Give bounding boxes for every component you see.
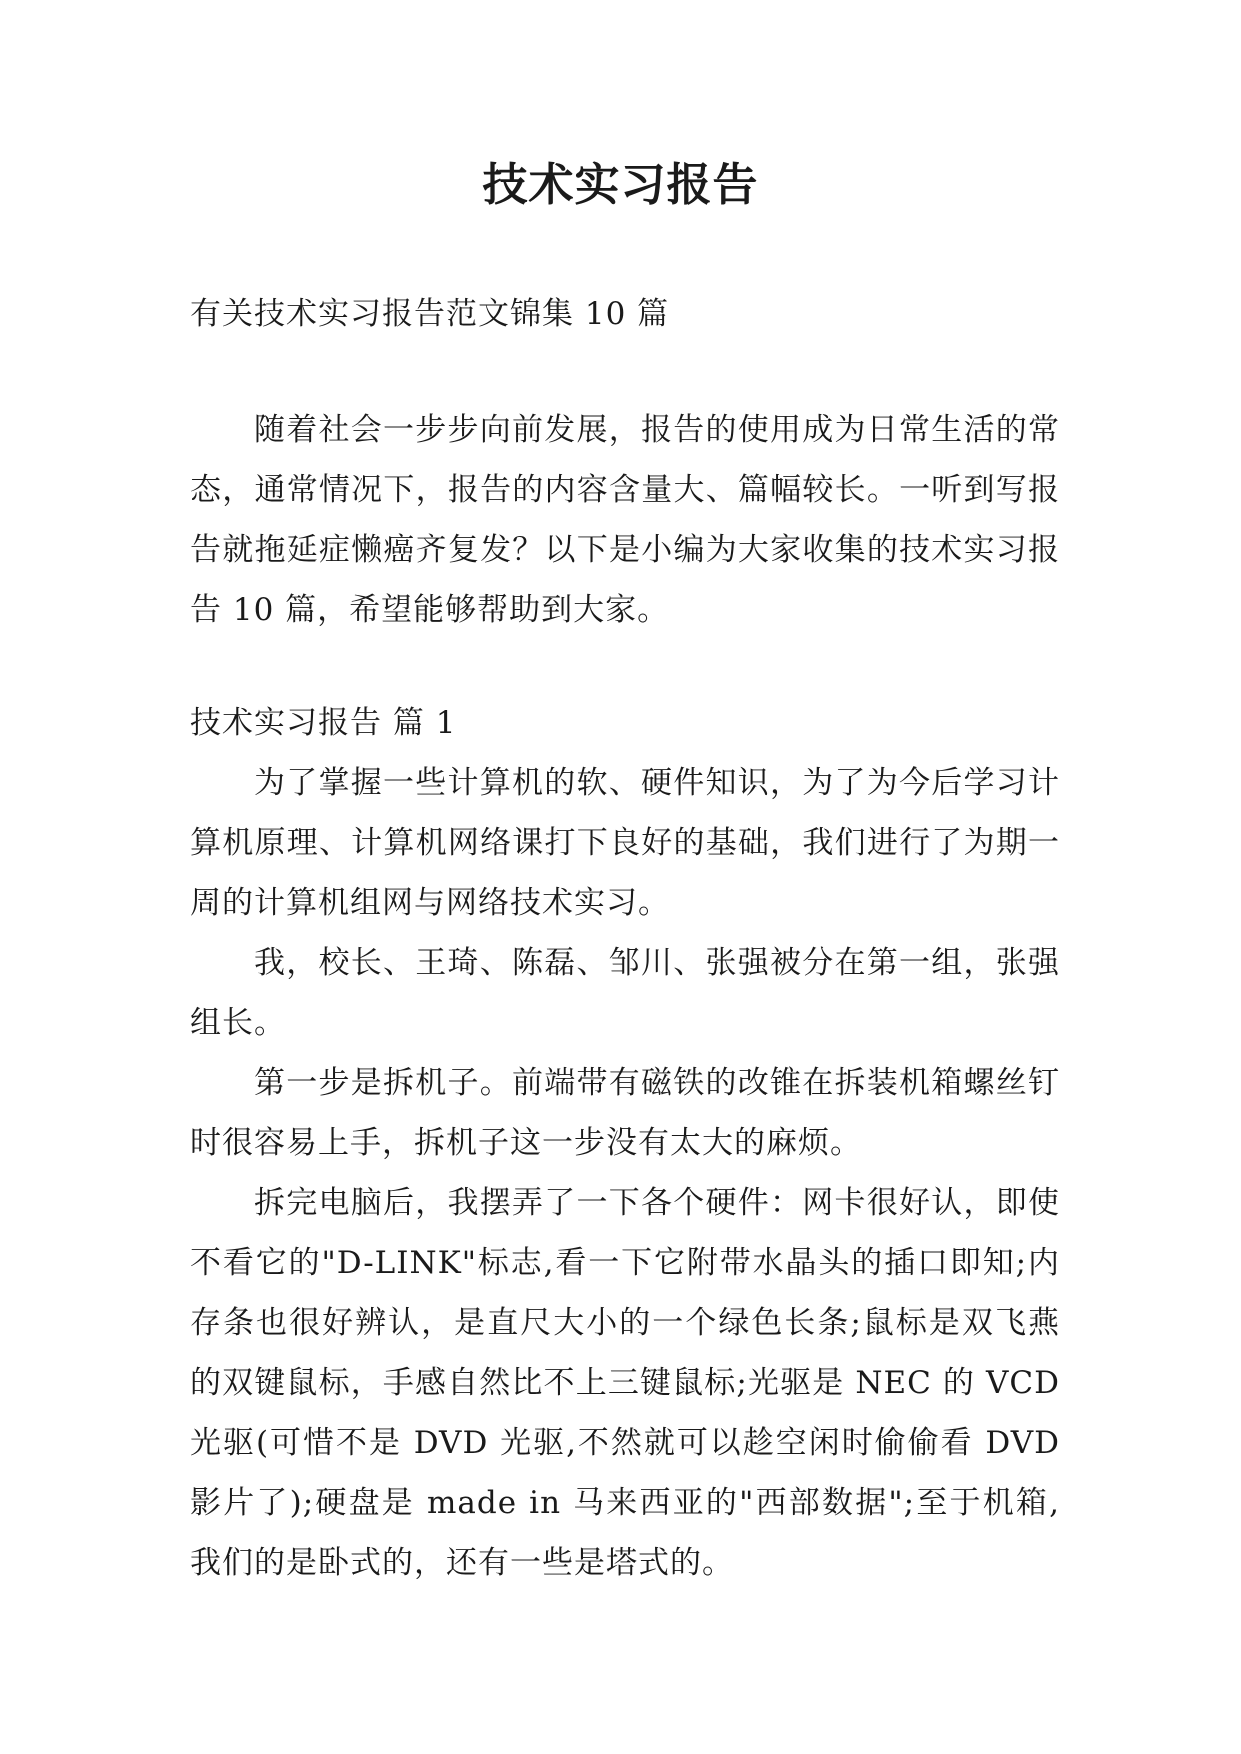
paragraph-2: 我，校长、王琦、陈磊、邹川、张强被分在第一组，张强组长。 bbox=[190, 945, 1060, 1041]
section-body bbox=[190, 753, 1060, 1593]
paragraph-4: 拆完电脑后，我摆弄了一下各个硬件：网卡很好认，即使不看它的"D-LINK"标志,看一下它附带水晶头的插口即知;内存条也很好辨认，是直尺大小的一个绿色长条;鼠标是双飞燕的双键鼠标，手感自然比不上三键鼠标;光驱是 NEC 的 VCD 光驱(可惜不是 DVD 光驱,不然就可以趁空闲时偷偷看 DVD 影片了);硬盘是 made in 马来西亚的"西部数据";至于机箱,我们的是卧式的，还有一些是塔式的。 bbox=[190, 1185, 1060, 1581]
document-title: 技术实习报告 bbox=[482, 158, 759, 211]
paragraph-1: 为了掌握一些计算机的软、硬件知识，为了为今后学习计算机原理、计算机网络课打下良好的基础，我们进行了为期一周的计算机组网与网络技术实习。 bbox=[190, 765, 1060, 921]
document-subtitle: 有关技术实习报告范文锦集 10 篇 bbox=[190, 296, 670, 332]
section-heading: 技术实习报告 篇 1 bbox=[190, 705, 457, 741]
intro-paragraph: 随着社会一步步向前发展，报告的使用成为日常生活的常态，通常情况下，报告的内容含量大、篇幅较长。一听到写报告就拖延症懒癌齐复发？以下是小编为大家收集的技术实习报告 10 篇，希望能够帮助到大家。 bbox=[190, 412, 1060, 628]
paragraph-3: 第一步是拆机子。前端带有磁铁的改锥在拆装机箱螺丝钉时很容易上手，拆机子这一步没有太大的麻烦。 bbox=[190, 1065, 1060, 1161]
